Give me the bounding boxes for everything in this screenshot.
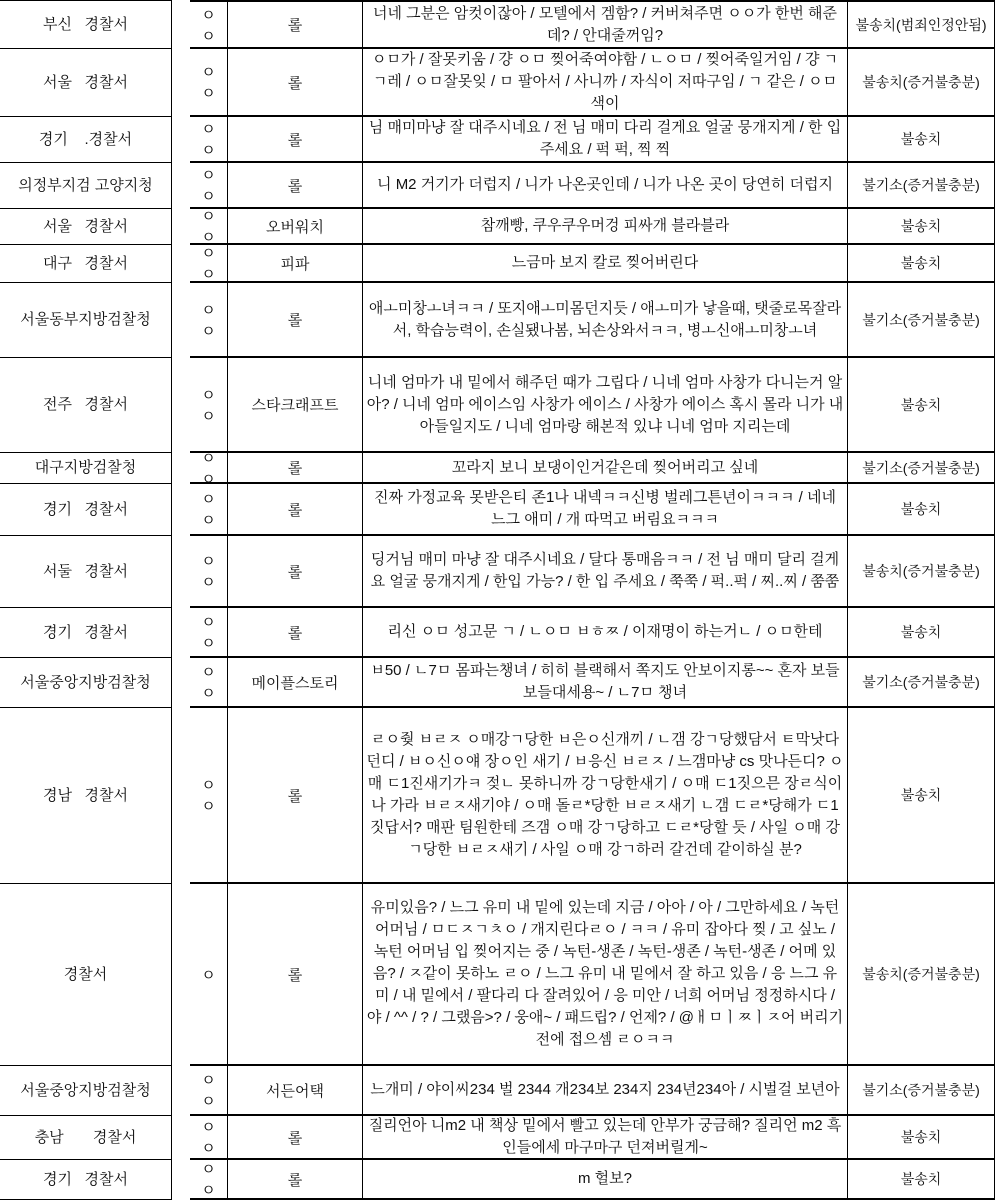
table-row (0, 0, 995, 49)
game-cell (228, 117, 363, 163)
office-cell-text: 경기 경찰서 (43, 500, 128, 518)
person-cell-text: ㅇㅇ (201, 491, 219, 529)
content-cell-text: 님 매미마냥 잘 대주시네요 / 전 님 매미 다리 걸게요 얼굴 뭉개지게 / 한 입 주세요 / 퍽 퍽, 찍 찍 (368, 119, 842, 158)
person-cell-text: ㅇㅇ (201, 6, 219, 45)
office-cell (0, 658, 172, 708)
result-cell (848, 358, 995, 453)
column-gap (172, 484, 190, 536)
game-cell (228, 358, 363, 453)
content-cell (363, 1160, 848, 1200)
game-cell-text: 롤 (287, 131, 303, 149)
person-cell (190, 209, 228, 245)
result-cell-text: 불송치 (900, 624, 942, 640)
person-cell-text: ㅇㅇ (201, 64, 219, 102)
game-cell-text: 롤 (287, 624, 303, 642)
content-cell-text: 느개미 / 야이씨234 벌 2344 개234보 234지 234년234아 / 시벌걸 보년아 (370, 1081, 840, 1098)
game-cell (228, 708, 363, 884)
game-cell (228, 1066, 363, 1116)
table-row (0, 163, 995, 209)
game-cell (228, 536, 363, 608)
game-cell-text: 롤 (287, 177, 303, 195)
table-row (0, 484, 995, 536)
person-cell-text: ㅇㅇ (201, 209, 219, 245)
person-cell (190, 484, 228, 536)
result-cell-text: 불기소(증거불충분) (862, 311, 980, 328)
person-cell (190, 536, 228, 608)
person-cell (190, 658, 228, 708)
content-cell (363, 0, 848, 49)
content-cell (363, 283, 848, 358)
person-cell-text: ㅇㅇ (201, 121, 219, 159)
person-cell (190, 245, 228, 283)
office-cell (0, 1116, 172, 1160)
result-cell (848, 117, 995, 163)
game-cell (228, 163, 363, 209)
column-gap (172, 1160, 190, 1200)
office-cell-text: 경남 경찰서 (43, 786, 128, 804)
column-gap (172, 453, 190, 484)
result-cell (848, 608, 995, 658)
result-cell-text: 불송치(증거불충분) (862, 966, 980, 982)
table-row (0, 453, 995, 484)
person-cell (190, 49, 228, 117)
column-gap (172, 658, 190, 708)
table-row (0, 245, 995, 283)
game-cell-text: 롤 (287, 563, 303, 581)
person-cell (190, 358, 228, 453)
person-cell (190, 0, 228, 49)
person-cell (190, 283, 228, 358)
content-cell-text: ㄹㅇ줮 ㅂㄹㅈ ㅇ매강ㄱ당한 ㅂ은ㅇ신개끼 / ㄴ갬 강ㄱ당했담서 ㅌ막낫다던디 / ㅂㅇ신ㅇ얘 장ㅇ인 새기 / ㅂ응신 ㅂㄹㅈ / 느갬마냥 cs 맛나든디? ㅇ매 ㄷ1진새기가ㅋ 젖ㄴ 못하니까 강ㄱ당한새기 / ㅇ매 ㄷ1짓으믄 장ㄹ식이나 가라 ㅂㄹㅈ새기야 / ㅇ매 돌ㄹ*당한 ㅂㄹㅈ새기 ㄴ갬 ㄷㄹ*당해가 ㄷ1짓답서? 매판 팀원한테 즈갬 ㅇ매 강ㄱ당하고 ㄷㄹ*당할 듯 / 사일 ㅇ매 강ㄱ당한 ㅂㄹㅈ새기 / 사일 ㅇ매 강ㄱ하러 갈건데 같이하실 분? (366, 731, 844, 858)
office-cell-text: 서울중앙지방검찰청 (20, 1081, 151, 1099)
result-cell (848, 536, 995, 608)
person-cell-text: ㅇㅇ (201, 614, 219, 652)
content-cell-text: 니 M2 거기가 더럽지 / 니가 나온곳인데 / 니가 나온 곳이 당연히 더럽지 (377, 176, 833, 193)
office-cell (0, 0, 172, 49)
result-cell (848, 0, 995, 49)
result-cell-text: 불송치 (900, 501, 942, 517)
office-cell-text: 서울중앙지방검찰청 (20, 673, 151, 691)
person-cell (190, 163, 228, 209)
content-cell (363, 209, 848, 245)
office-cell-text: 서울 경찰서 (43, 217, 128, 235)
column-gap (172, 358, 190, 453)
content-cell (363, 536, 848, 608)
person-cell-text: ㅇㅇ (201, 245, 219, 283)
result-cell-text: 불송치 (900, 1129, 942, 1145)
office-cell-text: 전주 경찰서 (43, 396, 128, 413)
game-cell-text: 오버워치 (266, 218, 324, 236)
game-cell-text: 롤 (287, 787, 303, 805)
game-cell (228, 453, 363, 484)
game-cell-text: 롤 (287, 501, 303, 519)
result-cell (848, 453, 995, 484)
office-cell (0, 884, 172, 1066)
person-cell (190, 884, 228, 1066)
office-cell-text: 경기 경찰서 (43, 1170, 128, 1188)
game-cell (228, 209, 363, 245)
office-cell (0, 209, 172, 245)
content-cell-text: 질리언아 니m2 내 책상 밑에서 빨고 있는데 안부가 궁금해? 질리언 m2 흑인들에세 마구마구 던져버릴게~ (368, 1117, 842, 1156)
result-cell (848, 484, 995, 536)
person-cell-text: ㅇㅇ (201, 1119, 219, 1157)
column-gap (172, 1066, 190, 1116)
column-gap (172, 708, 190, 884)
game-cell (228, 884, 363, 1066)
office-cell-text: 경기 .경찰서 (38, 130, 133, 148)
content-cell-text: 너네 그분은 암컷이잖아 / 모텔에서 겜함? / 커버쳐주면 ㅇㅇ가 한번 해준데? / 안대줄꺼임? (372, 4, 838, 44)
game-cell-text: 메이플스토리 (251, 674, 339, 692)
content-cell (363, 358, 848, 453)
table-row (0, 1116, 995, 1160)
office-cell (0, 117, 172, 163)
result-cell-text: 불송치 (900, 1171, 942, 1187)
result-cell (848, 283, 995, 358)
table-row (0, 608, 995, 658)
content-cell (363, 1066, 848, 1116)
table-row (0, 884, 995, 1066)
office-cell-text: 경찰서 (63, 965, 108, 983)
result-cell (848, 209, 995, 245)
table-row (0, 209, 995, 245)
office-cell (0, 453, 172, 484)
content-cell-text: ㅇㅁ가 / 잘못키움 / 걍 ㅇㅁ 찢어죽여야함 / ㄴㅇㅁ / 찢어죽일거임 / 걍 ㄱㄱ레 / ㅇㅁ잘못잊 / ㅁ 팔아서 / 사니까 / 자식이 저따구임 / ㄱ 같은 / ㅇㅁ색이 (371, 51, 839, 112)
game-cell (228, 49, 363, 117)
content-cell (363, 453, 848, 484)
person-cell-text: ㅇㅇ (201, 453, 219, 484)
content-cell (363, 245, 848, 283)
person-cell-text: ㅇㅇ (201, 1072, 219, 1110)
result-cell-text: 불기소(증거불충분) (862, 459, 980, 476)
person-cell (190, 608, 228, 658)
office-cell (0, 708, 172, 884)
column-gap (172, 608, 190, 658)
game-cell-text: 롤 (287, 966, 303, 984)
content-cell (363, 49, 848, 117)
content-cell (363, 484, 848, 536)
office-cell (0, 245, 172, 283)
office-cell-text: 경기 경찰서 (43, 623, 128, 641)
result-cell-text: 불송치(증거불충분) (862, 74, 980, 90)
game-cell-text: 서든어택 (266, 1082, 324, 1100)
office-cell-text: 서둘 경찰서 (43, 562, 128, 580)
person-cell (190, 117, 228, 163)
game-cell-text: 롤 (287, 312, 303, 329)
game-cell (228, 1160, 363, 1200)
result-cell-text: 불송치 (900, 787, 942, 803)
column-gap (172, 49, 190, 117)
result-cell-text: 불송치 (900, 255, 942, 271)
content-cell-text: 꼬라지 보니 보댕이인거같은데 찢어버리고 싶네 (451, 458, 759, 476)
content-cell-text: 참깨빵, 쿠우쿠우머겅 피싸개 블라블라 (480, 217, 730, 234)
content-cell (363, 708, 848, 884)
result-cell (848, 163, 995, 209)
result-cell-text: 불기소(증거불충분) (862, 1082, 980, 1098)
table-row (0, 117, 995, 163)
game-cell-text: 롤 (287, 460, 303, 477)
content-cell-text: 애ㅗ미창ㅗ녀ㅋㅋ / 또지애ㅗ미몸던지듯 / 애ㅗ미가 낳을때, 탯줄로목잘라서, 학습능력이, 손실됐나봄, 뇌손상와서ㅋㅋ, 병ㅗ신애ㅗ미창ㅗ녀 (368, 299, 842, 339)
office-cell-text: 충남 경찰서 (34, 1128, 137, 1146)
office-cell (0, 608, 172, 658)
table-row (0, 283, 995, 358)
person-cell-text: ㅇㅇ (201, 553, 219, 591)
column-gap (172, 163, 190, 209)
person-cell-text: ㅇㅇ (201, 167, 219, 205)
game-cell-text: 롤 (287, 1129, 303, 1147)
office-cell-text: 부신 경찰서 (43, 15, 128, 33)
content-cell (363, 163, 848, 209)
content-cell-text: 진짜 가정교육 못받은티 존1나 내넥ㅋㅋ신병 벌레그튼년이ㅋㅋㅋ / 네네 느그 애미 / 개 따먹고 버림요ㅋㅋㅋ (374, 489, 836, 528)
person-cell-text: ㅇㅇ (201, 386, 219, 425)
result-cell (848, 49, 995, 117)
office-cell-text: 의정부지검 고양지청 (18, 176, 153, 194)
content-cell (363, 884, 848, 1066)
column-gap (172, 117, 190, 163)
person-cell-text: ㅇㅇ (201, 777, 219, 815)
result-cell (848, 884, 995, 1066)
content-cell (363, 658, 848, 708)
content-cell-text: 딩거님 매미 마냥 잘 대주시네요 / 달다 통매음ㅋㅋ / 전 님 매미 달리 걸게요 얼굴 뭉개지게 / 한입 가능? / 한 입 주세요 / 쭉쭉 / 퍽..퍽 / 찌..찌 / 쭘쭘 (370, 551, 840, 590)
content-cell-text: ㅂ50 / ㄴ7ㅁ 몸파는챙녀 / 히히 블랙해서 쪽지도 안보이지롱~~ 혼자 보들보들대세용~ / ㄴ7ㅁ 챙녀 (370, 662, 840, 701)
person-cell (190, 1066, 228, 1116)
office-cell (0, 49, 172, 117)
game-cell (228, 283, 363, 358)
game-cell (228, 1116, 363, 1160)
table-row (0, 358, 995, 453)
result-cell-text: 불송치 (900, 131, 942, 147)
person-cell-text: ㅇㅇ (201, 664, 219, 702)
game-cell-text: 스타크래프트 (251, 397, 339, 414)
game-cell-text: 피파 (280, 255, 310, 273)
result-cell-text: 불송치(증거불충분) (862, 563, 980, 579)
column-gap (172, 0, 190, 49)
game-cell-text: 롤 (287, 1171, 303, 1189)
column-gap (172, 209, 190, 245)
content-cell (363, 1116, 848, 1160)
person-cell (190, 708, 228, 884)
result-cell-text: 불기소(증거불충분) (862, 674, 980, 690)
result-cell (848, 1116, 995, 1160)
office-cell (0, 358, 172, 453)
game-cell (228, 245, 363, 283)
person-cell (190, 453, 228, 484)
table-row (0, 536, 995, 608)
office-cell (0, 1160, 172, 1200)
result-cell (848, 658, 995, 708)
result-cell (848, 1160, 995, 1200)
result-cell-text: 불송치 (900, 218, 942, 234)
result-cell-text: 불송치(범죄인정안됨) (855, 16, 987, 33)
office-cell-text: 서울 경찰서 (43, 73, 128, 91)
person-cell-text: ㅇㅇ (201, 1161, 219, 1199)
result-cell-text: 불기소(증거불충분) (862, 177, 980, 193)
table-row (0, 49, 995, 117)
column-gap (172, 1116, 190, 1160)
game-cell-text: 롤 (287, 17, 303, 34)
table-row (0, 708, 995, 884)
office-cell (0, 484, 172, 536)
result-cell (848, 1066, 995, 1116)
game-cell (228, 484, 363, 536)
table-row (0, 658, 995, 708)
result-cell-text: 불송치 (900, 396, 942, 413)
office-cell (0, 163, 172, 209)
result-cell (848, 708, 995, 884)
person-cell-text: ㅇㅇ (201, 301, 219, 340)
column-gap (172, 536, 190, 608)
person-cell-text: ㅇ (201, 966, 219, 984)
content-cell-text: m 헐보? (578, 1170, 632, 1187)
person-cell (190, 1160, 228, 1200)
game-cell-text: 롤 (287, 74, 303, 92)
office-cell (0, 1066, 172, 1116)
content-cell-text: 니네 엄마가 내 밑에서 해주던 때가 그립다 / 니네 엄마 사창가 다니는거 알아? / 니네 엄마 에이스임 사창가 에이스 / 사창가 에이스 혹시 몰라 니가 내 아들일지도 / 니네 엄마랑 해본적 있냐 니네 엄마 지리는데 (366, 373, 844, 435)
office-cell (0, 283, 172, 358)
content-cell (363, 608, 848, 658)
office-cell-text: 대구지방검찰청 (34, 459, 137, 476)
column-gap (172, 245, 190, 283)
content-cell-text: 리신 ㅇㅁ 성고문 ㄱ / ㄴㅇㅁ ㅂㅎㅉ / 이재명이 하는거ㄴ / ㅇㅁ한테 (387, 623, 823, 640)
content-cell-text: 느금마 보지 칼로 찢어버린다 (511, 254, 699, 271)
office-cell-text: 대구 경찰서 (43, 254, 128, 272)
table-row (0, 1066, 995, 1116)
result-cell (848, 245, 995, 283)
table-row (0, 1160, 995, 1200)
office-cell (0, 536, 172, 608)
office-cell-text: 서울동부지방검찰청 (20, 311, 151, 328)
game-cell (228, 608, 363, 658)
column-gap (172, 283, 190, 358)
game-cell (228, 0, 363, 49)
content-cell-text: 유미있음? / 느그 유미 내 밑에 있는데 지금 / 아아 / 아 / 그만하세요 / 녹턴어머님 / ㅁㄷㅈㄱㅊㅇ / 개지린다ㄹㅇ / ㅋㅋ / 유미 잡아다 찢 / 고 싶노 / 녹턴 어머님 입 찢어지는 중 / 녹턴-생존 / 녹턴-생존 / 녹턴-생존 / 어메 있음? / ㅈ같이 못하노 ㄹㅇ / 느그 유미 내 밑에서 잘 하고 있음 / 응 느그 유미 / 내 밑에서 / 팔다리 다 잘려있어 / 응 미안 / 너희 어머님 정정하시다 / 야 / ^^ / ? / 그랬음>? / 웅애~ / 패드립? / 언제? / @ㅐㅁㅣㅉㅣㅈ어 버리기 전에 접으셈 ㄹㅇㅋㅋ (366, 899, 844, 1048)
column-gap (172, 884, 190, 1066)
content-cell (363, 117, 848, 163)
game-cell (228, 658, 363, 708)
person-cell (190, 1116, 228, 1160)
